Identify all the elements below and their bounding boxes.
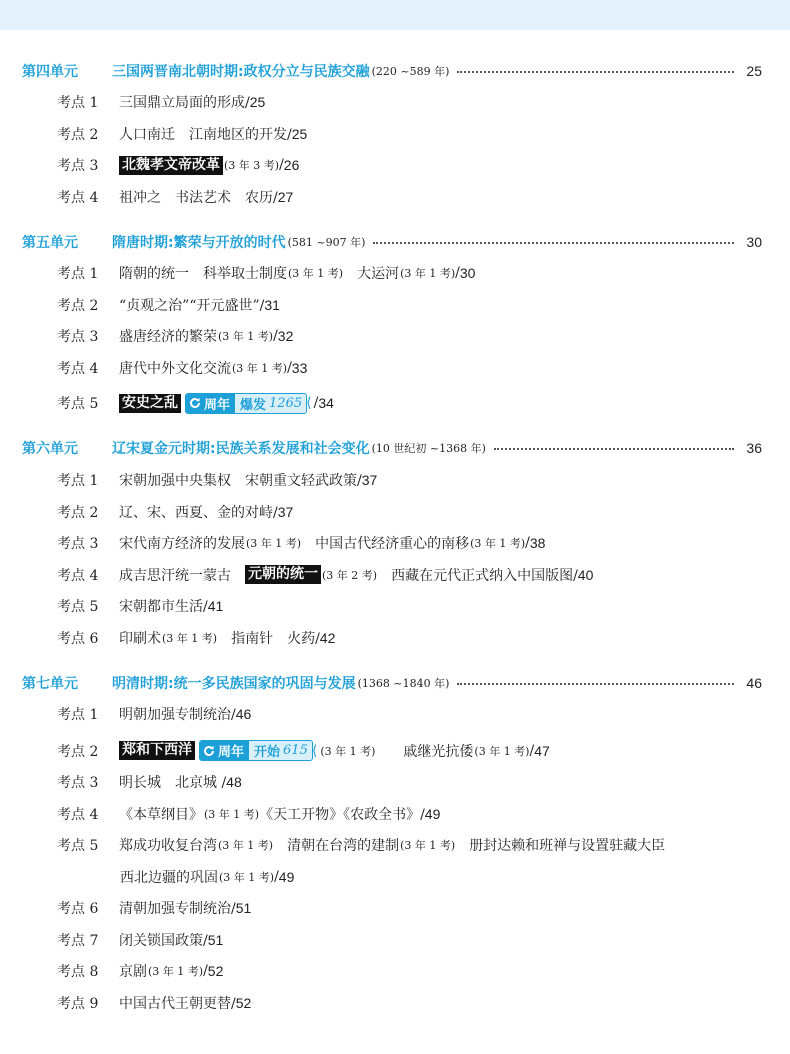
- exam-point-label: 考点 2: [57, 743, 99, 760]
- page-number: 41: [207, 598, 224, 614]
- exam-point-label: 考点 4: [57, 806, 99, 823]
- unit-page-number: 30: [746, 234, 762, 250]
- exam-point-label: 考点 6: [57, 630, 99, 647]
- unit-heading[interactable]: [22, 231, 762, 253]
- page-number: 38: [529, 535, 546, 551]
- exam-point-label: 考点 6: [57, 901, 99, 917]
- exam-frequency: (3 年 1 考): [218, 839, 274, 852]
- page-number: 27: [277, 188, 294, 205]
- badge-word: 爆发: [240, 397, 267, 413]
- exam-point-label: 考点 2: [57, 504, 99, 521]
- exam-point-label: 考点 5: [57, 838, 99, 854]
- point-text: 宋朝都市生活/: [119, 599, 208, 615]
- anniversary-badge: [199, 740, 313, 761]
- point-text: 盛唐经济的繁荣: [119, 329, 217, 345]
- page-number: 47: [534, 742, 550, 759]
- exam-point-label: 考点 5: [57, 599, 99, 615]
- exam-point-row[interactable]: [57, 740, 777, 762]
- exam-point-label: 考点 3: [57, 536, 99, 552]
- dot-leader: [457, 683, 734, 685]
- exam-point-row[interactable]: [57, 357, 777, 379]
- unit-heading[interactable]: [22, 437, 762, 459]
- unit-heading[interactable]: [22, 60, 762, 82]
- dot-leader: [373, 242, 734, 244]
- badge-years: 615: [283, 743, 308, 758]
- point-text: /: [279, 157, 284, 173]
- page-number: 25: [249, 94, 266, 110]
- point-text: /: [313, 395, 319, 411]
- page-number: 51: [207, 931, 224, 948]
- top-band: [0, 0, 790, 30]
- unit-period: (1368 ~1840 年): [357, 677, 450, 690]
- exam-frequency: (3 年 1 考): [232, 361, 288, 375]
- page-number: 37: [277, 503, 294, 520]
- page-number: 52: [207, 963, 224, 979]
- page-number: 40: [577, 566, 594, 583]
- exam-frequency: (3 年 1 考): [219, 870, 275, 884]
- exam-point-label: 考点 8: [57, 964, 99, 980]
- badge-arrow-icon: ⟨: [311, 742, 318, 759]
- page-number: 48: [226, 774, 242, 790]
- unit-page-number: 46: [746, 675, 762, 691]
- clockwise-arrow-icon: [203, 745, 215, 757]
- exam-point-label: 考点 9: [57, 995, 99, 1012]
- exam-frequency: (3 年 1 考): [400, 267, 456, 280]
- point-text: 西北边疆的巩固: [120, 869, 218, 886]
- badge-years: 1265: [269, 395, 303, 411]
- page-number: 32: [277, 328, 294, 344]
- point-text: 闭关锁国政策/: [119, 932, 208, 949]
- exam-point-row[interactable]: [57, 929, 777, 951]
- point-text: 人口南迁 江南地区的开发/: [119, 126, 292, 143]
- highlighted-topic: 郑和下西洋: [119, 741, 195, 760]
- point-text: 祖冲之 书法艺术 农历/: [119, 189, 278, 206]
- exam-frequency: (3 年 3 考): [224, 159, 280, 172]
- exam-point-label: 考点 5: [57, 396, 99, 412]
- exam-frequency: (3 年 1 考): [474, 744, 530, 758]
- unit-period: (581 ~907 年): [287, 236, 366, 249]
- page-number: 42: [319, 629, 336, 646]
- exam-frequency: (3 年 1 考): [470, 537, 526, 550]
- exam-point-row[interactable]: [57, 262, 777, 284]
- unit-page-number: 25: [746, 63, 762, 79]
- page-number: 25: [291, 125, 308, 142]
- exam-point-label: 考点 1: [57, 95, 99, 111]
- page-number: 52: [235, 994, 252, 1011]
- exam-point-label: 考点 4: [57, 567, 99, 584]
- dot-leader: [457, 71, 734, 73]
- unit-title: 三国两晋南北朝时期:政权分立与民族交融: [112, 64, 370, 80]
- exam-point-label: 考点 3: [57, 158, 99, 174]
- exam-point-row[interactable]: [57, 91, 777, 113]
- exam-point-row[interactable]: [57, 501, 777, 523]
- exam-frequency: (3 年 1 考): [400, 839, 456, 852]
- point-text: 清朝在台湾的建制: [273, 838, 400, 854]
- point-text: 清朝加强专制统治/: [119, 901, 236, 917]
- highlighted-topic: 北魏孝文帝改革: [119, 156, 223, 175]
- unit-title: 隋唐时期:繁荣与开放的时代: [112, 235, 286, 251]
- exam-frequency: (3 年 1 考): [288, 267, 344, 280]
- badge-arrow-icon: ⟨: [306, 395, 312, 411]
- unit-number: 第六单元: [22, 441, 78, 457]
- exam-frequency: (3 年 1 考): [218, 330, 274, 343]
- point-text: 指南针 火药/: [217, 630, 320, 647]
- point-text: /: [529, 742, 535, 759]
- unit-heading[interactable]: [22, 672, 762, 694]
- exam-point-row[interactable]: [57, 294, 777, 316]
- exam-point-label: 考点 1: [57, 266, 99, 282]
- page-number: 30: [459, 265, 476, 281]
- exam-point-label: 考点 2: [57, 297, 99, 314]
- badge-label: 周年: [204, 397, 231, 413]
- point-text: 戚继光抗倭: [375, 743, 474, 760]
- unit-number: 第四单元: [22, 64, 78, 80]
- unit-period: (10 世纪初 ~1368 年): [371, 442, 486, 455]
- point-text: 《天工开物》《农政全书》/: [259, 806, 425, 823]
- unit-title: 辽宋夏金元时期:民族关系发展和社会变化: [112, 441, 370, 457]
- exam-point-label: 考点 3: [57, 775, 99, 791]
- exam-point-row[interactable]: [57, 392, 777, 414]
- unit-number: 第七单元: [22, 676, 78, 692]
- exam-point-row[interactable]: [57, 771, 777, 793]
- page-number: 49: [278, 868, 295, 885]
- exam-point-row[interactable]: [57, 123, 777, 145]
- point-text: 明长城 北京城 /: [119, 775, 227, 791]
- exam-point-row[interactable]: [57, 469, 777, 491]
- exam-frequency: (3 年 1 考): [148, 965, 204, 978]
- highlighted-topic: 元朝的统一: [245, 565, 321, 584]
- badge-word: 开始: [254, 745, 281, 760]
- exam-frequency: (3 年 1 考): [162, 631, 218, 645]
- exam-point-row[interactable]: [57, 703, 777, 725]
- page-number: 31: [264, 296, 280, 313]
- exam-point-label: 考点 1: [57, 707, 99, 723]
- exam-point-row[interactable]: [57, 564, 777, 586]
- point-text: /: [287, 359, 292, 376]
- exam-point-continuation[interactable]: [120, 866, 790, 888]
- point-text: 大运河: [343, 266, 400, 282]
- page-number: 37: [361, 472, 378, 488]
- exam-point-label: 考点 3: [57, 329, 99, 345]
- unit-page-number: 36: [746, 440, 762, 456]
- dot-leader: [494, 448, 734, 450]
- exam-point-row[interactable]: [57, 532, 777, 554]
- point-text: /: [455, 265, 460, 281]
- point-text: 宋代南方经济的发展: [119, 536, 245, 552]
- point-text: 明朝加强专制统治/: [119, 707, 236, 723]
- exam-point-row[interactable]: [57, 960, 777, 982]
- point-text: 成吉思汗统一蒙古: [119, 567, 245, 584]
- badge-head: [200, 741, 249, 760]
- exam-point-row[interactable]: [57, 325, 777, 347]
- page-number: 26: [283, 157, 300, 173]
- point-text: 三国鼎立局面的形成/: [119, 95, 250, 111]
- exam-point-label: 考点 2: [57, 126, 99, 143]
- point-text: 京剧: [119, 964, 147, 980]
- point-text: 中国古代经济重心的南移: [301, 536, 470, 552]
- exam-point-row[interactable]: [57, 627, 777, 649]
- badge-label: 周年: [218, 745, 245, 760]
- point-text: 西藏在元代正式纳入中国版图/: [377, 567, 578, 584]
- point-text: 唐代中外文化交流: [119, 360, 231, 377]
- point-text: 隋朝的统一 科举取士制度: [119, 266, 287, 282]
- exam-frequency: (3 年 2 考): [322, 568, 378, 582]
- point-text: /: [273, 328, 278, 344]
- point-text: “贞观之治”“开元盛世”/: [119, 297, 265, 314]
- exam-point-label: 考点 7: [57, 932, 99, 949]
- point-text: 册封达赖和班禅与设置驻藏大臣: [455, 838, 666, 854]
- badge-head: [186, 394, 235, 413]
- point-text: /: [274, 868, 279, 885]
- clockwise-arrow-icon: [189, 397, 201, 409]
- exam-point-row[interactable]: [57, 834, 777, 856]
- exam-frequency: (3 年 1 考): [246, 537, 302, 550]
- point-text: 郑成功收复台湾: [119, 838, 217, 854]
- exam-frequency: (3 年 1 考): [204, 807, 260, 821]
- point-text: 辽、宋、西夏、金的对峙/: [119, 504, 278, 521]
- page-number: 33: [291, 359, 308, 376]
- exam-point-row[interactable]: [57, 595, 777, 617]
- exam-point-label: 考点 1: [57, 473, 99, 489]
- unit-title: 明清时期:统一多民族国家的巩固与发展: [112, 676, 356, 692]
- point-text: 《本草纲目》: [119, 806, 203, 823]
- unit-period: (220 ~589 年): [371, 65, 450, 78]
- point-text: /: [525, 535, 530, 551]
- page-number: 34: [318, 395, 334, 411]
- highlighted-topic: 安史之乱: [119, 394, 181, 413]
- point-text: 宋朝加强中央集权 宋朝重文轻武政策/: [119, 473, 362, 489]
- page-number: 51: [235, 900, 252, 916]
- point-text: 中国古代王朝更替/: [119, 995, 236, 1012]
- page-number: 46: [235, 706, 252, 722]
- anniversary-badge: [185, 393, 307, 414]
- exam-frequency: (3 年 1 考): [320, 744, 376, 758]
- exam-point-label: 考点 4: [57, 189, 99, 206]
- exam-point-label: 考点 4: [57, 360, 99, 377]
- point-text: /: [203, 963, 208, 979]
- exam-point-row[interactable]: [57, 154, 777, 176]
- page-number: 49: [424, 805, 441, 822]
- exam-point-row[interactable]: [57, 992, 777, 1014]
- unit-number: 第五单元: [22, 235, 78, 251]
- exam-point-row[interactable]: [57, 897, 777, 919]
- exam-point-row[interactable]: [57, 186, 777, 208]
- point-text: 印刷术: [119, 630, 161, 647]
- exam-point-row[interactable]: [57, 803, 777, 825]
